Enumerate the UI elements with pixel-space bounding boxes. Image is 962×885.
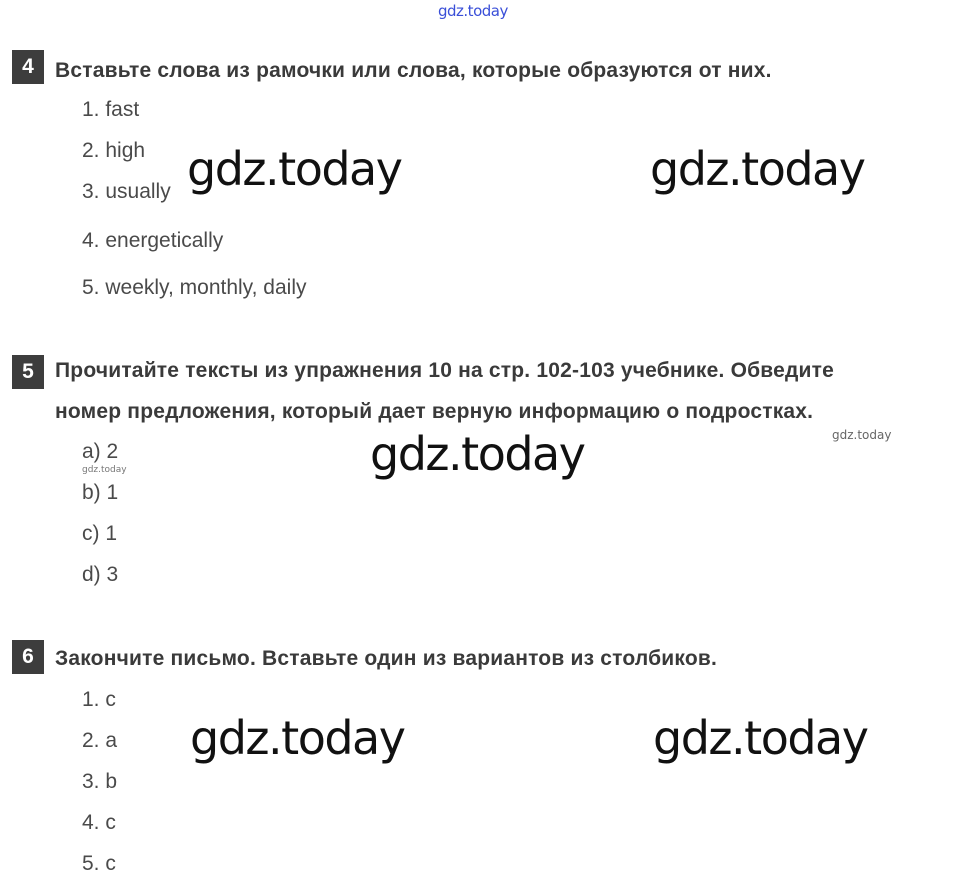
- answer-item: 3. usually: [82, 180, 171, 203]
- answer-item: 2. a: [82, 729, 118, 752]
- answer-item: 1. fast: [82, 98, 140, 121]
- watermark: gdz.today: [82, 465, 127, 475]
- exercise-number: 5: [12, 355, 44, 389]
- answer-item: d) 3: [82, 563, 119, 586]
- exercise-number: 6: [12, 640, 44, 674]
- watermark: gdz.today: [832, 428, 892, 442]
- answer-item: 2. high: [82, 139, 146, 162]
- exercise-title-line-1: Прочитайте тексты из упражнения 10 на стр. 102-103 учебнике. Обведите: [55, 359, 834, 382]
- answer-item: a) 2: [82, 440, 119, 463]
- watermark: gdz.today: [187, 142, 402, 196]
- answer-item: 5. weekly, monthly, daily: [82, 276, 307, 299]
- answer-item: b) 1: [82, 481, 119, 504]
- watermark: gdz.today: [190, 711, 405, 765]
- exercise-number: 4: [12, 50, 44, 84]
- answer-item: 4. c: [82, 811, 116, 834]
- answer-item: 3. b: [82, 770, 118, 793]
- watermark: gdz.today: [650, 142, 865, 196]
- exercise-title: Закончите письмо. Вставьте один из вариантов из столбиков.: [55, 647, 718, 670]
- exercise-title: Вставьте слова из рамочки или слова, которые образуются от них.: [55, 59, 772, 82]
- answer-item: 5. c: [82, 852, 116, 875]
- answer-item: c) 1: [82, 522, 118, 545]
- exercise-title-line-2: номер предложения, который дает верную информацию о подростках.: [55, 400, 814, 423]
- site-watermark-top: gdz.today: [438, 2, 508, 20]
- watermark: gdz.today: [370, 427, 585, 481]
- answer-item: 4. energetically: [82, 229, 224, 252]
- watermark: gdz.today: [653, 711, 868, 765]
- answer-item: 1. c: [82, 688, 116, 711]
